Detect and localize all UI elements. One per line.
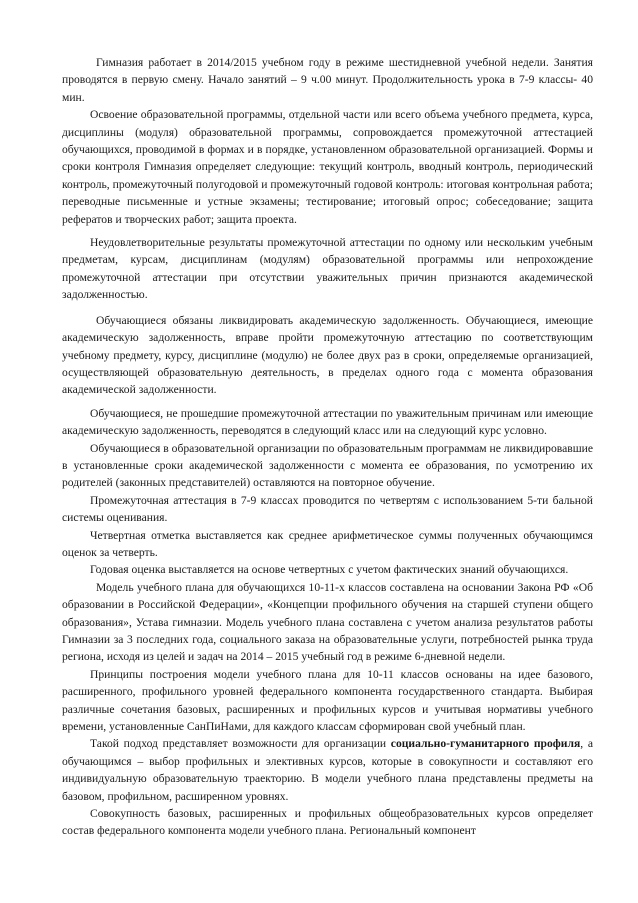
paragraph-schedule: Гимназия работает в 2014/2015 учебном году в режиме шестидневной учебной недели. Занятия проводятся в первую смену. Начало занятий – 9 ч.00 минут. Продолжительность урока в 7-9 классы- 40 мин. xyxy=(62,56,593,104)
document-page xyxy=(62,54,593,840)
profile-name-bold: социально-гуманитарного профиля xyxy=(390,737,581,751)
paragraph-profile-approach xyxy=(62,735,593,805)
paragraph-conditional-transfer: Обучающиеся, не прошедшие промежуточной аттестации по уважительным причинам или имеющие академическую задолженность, переводятся в следующий класс или на следующий курс условно. xyxy=(62,406,593,438)
paragraph-federal-component: Совокупность базовых, расширенных и профильных общеобразовательных курсов определяет состав федерального компонента модели учебного плана. Региональный компонент xyxy=(62,807,593,838)
paragraph-profile-approach-start: Такой подход представляет возможности для организации xyxy=(90,737,391,751)
paragraph-quarter-grade: Четвертная отметка выставляется как среднее арифметическое суммы полученных обучающимся оценок за четверть. xyxy=(62,528,593,559)
paragraph-academic-debt-definition: Неудовлетворительные результаты промежуточной аттестации по одному или нескольким учебным предметам, курсам, дисциплинам (модулям) образовательной программы или непрохождение промежуточной аттестации при отсутствии уважительных причин признаются академической задолженностью. xyxy=(62,236,593,302)
paragraph-quarter-assessment: Промежуточная аттестация в 7-9 классах проводится по четвертям с использованием 5-ти бальной системы оценивания. xyxy=(62,493,593,525)
paragraph-debt-liquidation: Обучающиеся обязаны ликвидировать академическую задолженность. Обучающиеся, имеющие академическую задолженность, вправе пройти промежуточную аттестацию по соответствующим учебному предмету, курсу, дисциплине (модулю) не более двух раз в сроки, определяемые организацией, осуществляющей образовательную деятельность, в пределах одного года с момента образования академической задолженности. xyxy=(62,313,593,397)
paragraph-curriculum-principles: Принципы построения модели учебного плана для 10-11 классов основаны на идее базового, расширенного, профильного уровней федерального компонента государственного стандарта. Выбирая различные сочетания базовых, расширенных и профильных курсов и учитывая нормативы учебного времени, установленные СанПиНами, для каждого классам сформирован свой учебный план. xyxy=(62,667,593,734)
paragraph-repeat-study: Обучающиеся в образовательной организации по образовательным программам не ликвидировавшие в установленные сроки академической задолженности с момента ее образования, по усмотрению их родителей (законных представителей) оставляются на повторное обучение. xyxy=(62,441,593,490)
paragraph-curriculum-model: Модель учебного плана для обучающихся 10-11-х классов составлена на основании Закона РФ «Об образовании в Российской Федерации», «Концепции профильного обучения на старшей ступени общего образования», Устава гимназии. Модель учебного плана составлена с учетом анализа результатов работы Гимназии за 3 последних года, социального заказа на образовательные услуги, потребностей рынка труда региона, исходя из целей и задач на 2014 – 2015 учебный год в режиме 6-дневной недели. xyxy=(62,580,593,664)
paragraph-profile-approach-end: , а обучающимся – выбор профильных и элективных курсов, которые в совокупности и составляют его индивидуальную образовательную траекторию. В модели учебного плана представлены предметы на базовом, профильном, расширенном уровнях. xyxy=(62,737,593,803)
paragraph-intermediate-assessment: Освоение образовательной программы, отдельной части или всего объема учебного предмета, курса, дисциплины (модуля) образовательной программы, сопровождается промежуточной аттестацией обучающихся, проводимой в формах и в порядке, установленном образовательной организацией. Формы и сроки контроля Гимназия определяет следующие: текущий контроль, вводный контроль, периодический контроль, промежуточный полугодовой и промежуточный годовой контроль: итоговая контрольная работа; переводные письменные и устные экзамены; тестирование; итоговый опрос; собеседование; защита рефератов и творческих работ; защита проекта. xyxy=(62,108,593,226)
paragraph-annual-grade: Годовая оценка выставляется на основе четвертных с учетом фактических знаний обучающихся. xyxy=(90,563,569,577)
